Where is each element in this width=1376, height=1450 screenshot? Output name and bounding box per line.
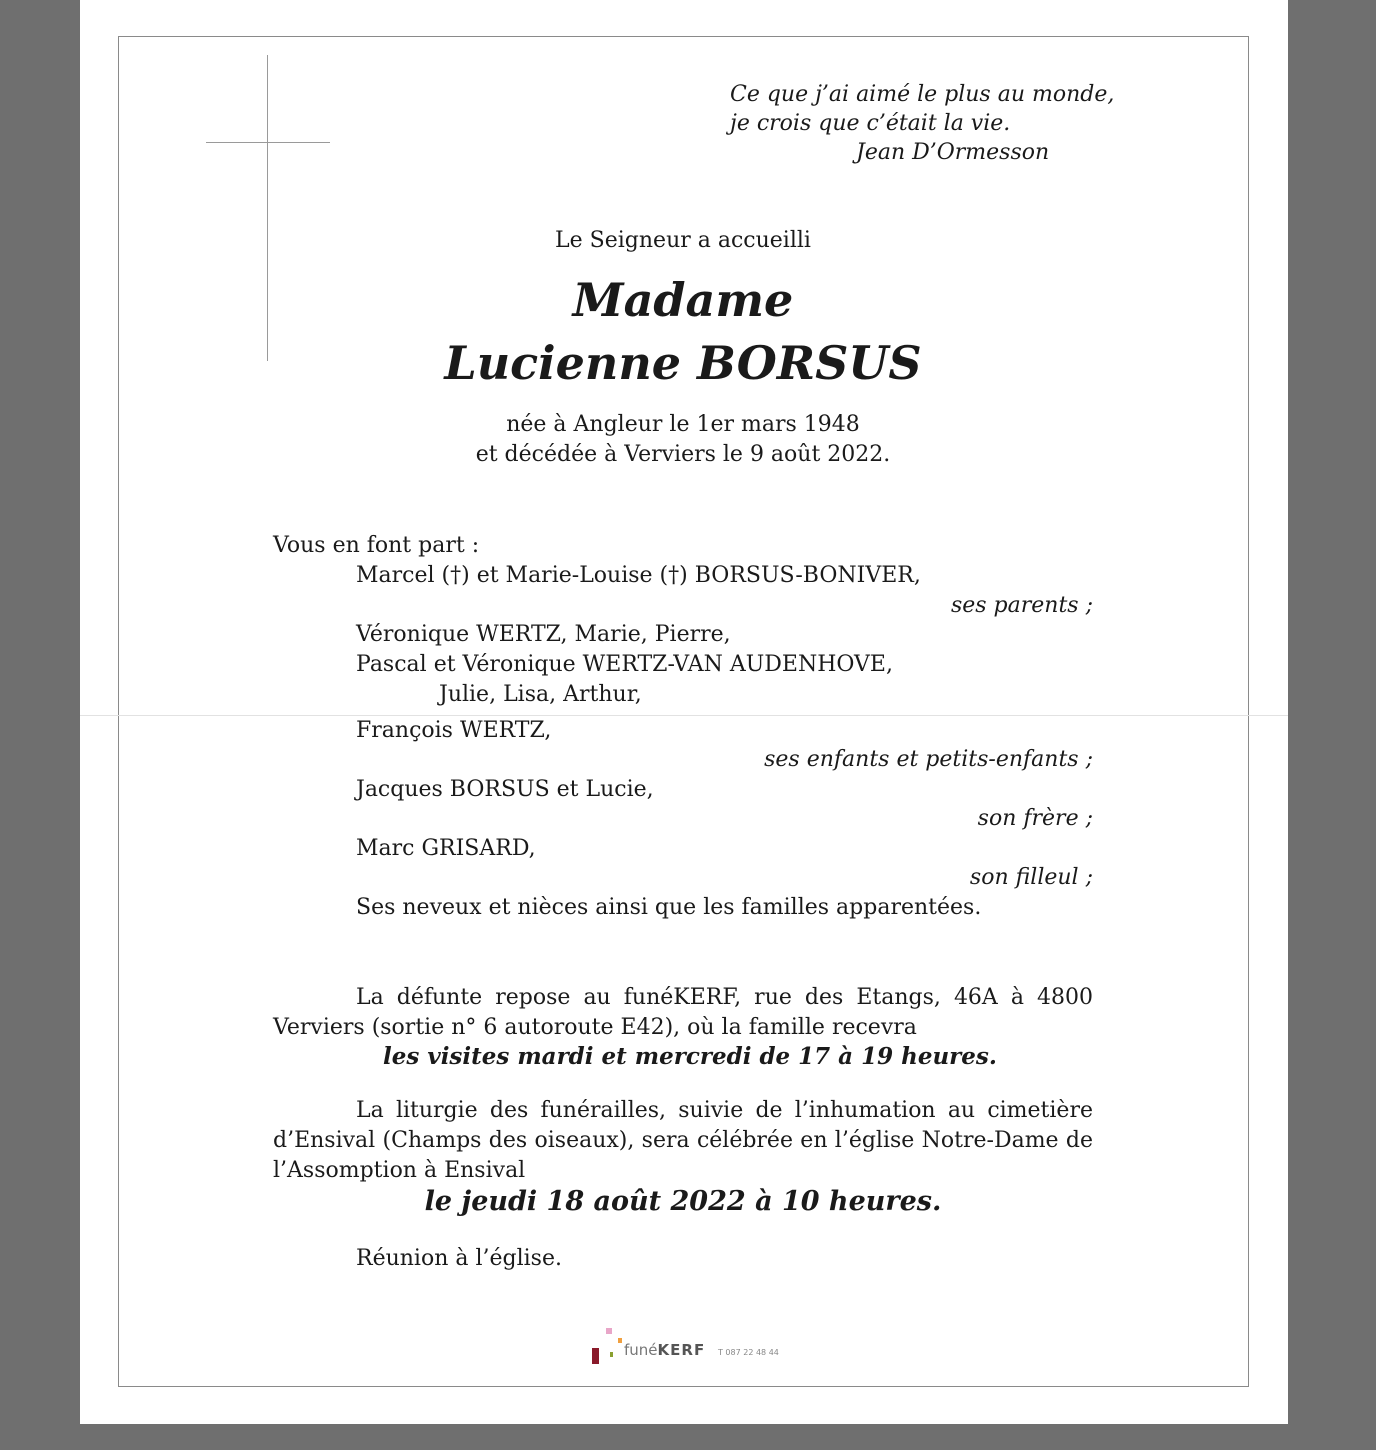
logo-square-red <box>592 1348 599 1364</box>
visitation-highlight: les visites mardi et mercredi de 17 à 19 heures. <box>383 1043 997 1070</box>
funeral-line-3: l’Assomption à Ensival <box>273 1158 526 1183</box>
meeting-text: Réunion à l’église. <box>356 1246 562 1271</box>
quote-author: Jean D’Ormesson <box>856 140 1050 165</box>
funeral-highlight: le jeudi 18 août 2022 à 10 heures. <box>424 1186 942 1217</box>
logo-phone: T 087 22 48 44 <box>718 1348 779 1357</box>
funeral-line-1: La liturgie des funérailles, suivie de l’inhumation au cimetière <box>356 1098 1093 1123</box>
family-brother: Jacques BORSUS et Lucie, <box>356 777 654 802</box>
family-godson-role: son filleul ; <box>969 865 1093 890</box>
logo-brand-prefix: funé <box>624 1341 658 1359</box>
logo-square-green <box>610 1352 613 1357</box>
visitation-line-2: Verviers (sortie n° 6 autoroute E42), où la famille recevra <box>273 1015 917 1040</box>
intro-text: Le Seigneur a accueilli <box>555 228 811 253</box>
visitation-line-1: La défunte repose au funéKERF, rue des Etangs, 46A à 4800 <box>356 985 1093 1010</box>
funekerf-logo <box>588 1326 788 1366</box>
family-brother-role: son frère ; <box>977 806 1093 831</box>
name-title: Madame <box>572 273 794 327</box>
quote-line-2: je crois que c’était la vie. <box>730 111 1011 136</box>
cross-icon-horizontal <box>206 142 330 143</box>
logo-square-pink <box>606 1328 612 1334</box>
logo-wordmark <box>624 1341 705 1359</box>
funeral-line-2: d’Ensival (Champs des oiseaux), sera célébrée en l’église Notre-Dame de <box>273 1128 1093 1153</box>
name-full: Lucienne BORSUS <box>444 336 922 390</box>
death-text: et décédée à Verviers le 9 août 2022. <box>475 442 891 467</box>
family-heading: Vous en font part : <box>273 533 480 558</box>
family-child-3: François WERTZ, <box>356 718 552 743</box>
family-godson: Marc GRISARD, <box>356 836 536 861</box>
family-others: Ses neveux et nièces ainsi que les familles apparentées. <box>356 895 982 920</box>
cross-icon-vertical <box>267 55 268 361</box>
quote-line-1: Ce que j’ai aimé le plus au monde, <box>730 82 1115 107</box>
logo-square-orange <box>618 1338 622 1343</box>
family-child-1: Véronique WERTZ, Marie, Pierre, <box>356 622 731 647</box>
logo-brand-name: KERF <box>657 1341 706 1359</box>
family-children-role: ses enfants et petits-enfants ; <box>764 747 1093 772</box>
family-parents: Marcel (†) et Marie-Louise (†) BORSUS-BONIVER, <box>356 563 921 588</box>
fold-line <box>80 715 1288 716</box>
family-child-2: Pascal et Véronique WERTZ-VAN AUDENHOVE, <box>356 652 893 677</box>
birth-text: née à Angleur le 1er mars 1948 <box>506 412 860 437</box>
family-parents-role: ses parents ; <box>950 593 1093 618</box>
family-grandchildren: Julie, Lisa, Arthur, <box>439 682 642 707</box>
